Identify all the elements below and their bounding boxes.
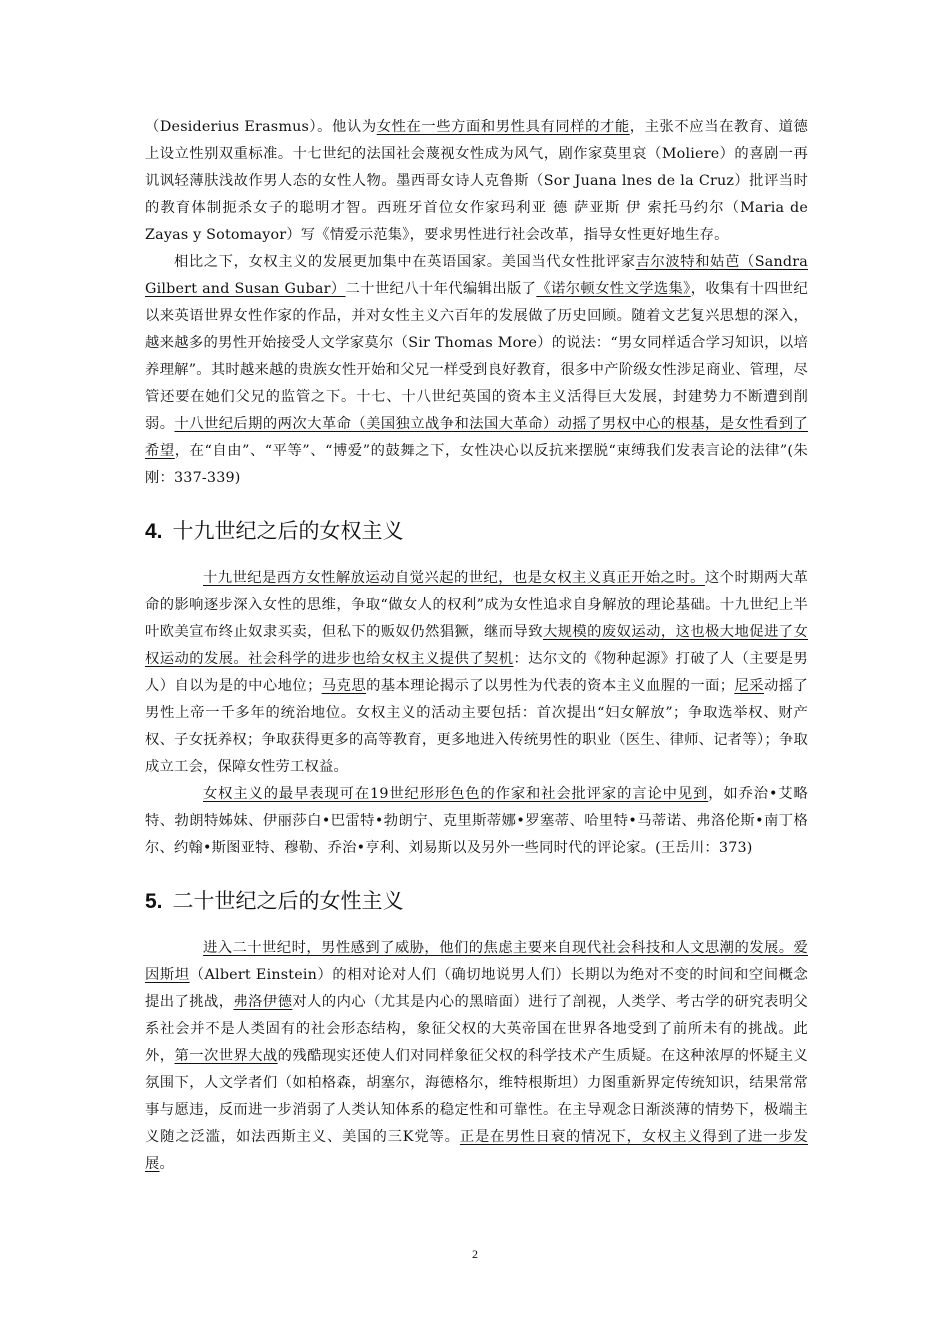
section-number: 4. xyxy=(145,520,163,543)
underlined-text: 弗洛伊德 xyxy=(233,994,293,1010)
section-heading-4 xyxy=(145,516,808,547)
section-heading-5 xyxy=(145,886,808,917)
paragraph-nineteenth-century xyxy=(145,565,808,781)
underlined-text: 大规模的废奴运动，这也极大地促进了女权运动的发展。 xyxy=(145,624,808,667)
text-run: 。 xyxy=(159,1156,174,1172)
text-run: ，如乔治•艾略特、勃朗特姊妹、伊丽莎白•巴雷特•勃朗宁、克里斯蒂娜•罗塞蒂、哈里特•马蒂诺、弗洛伦斯•南丁格尔、约翰•斯图亚特、穆勒、乔治•亨利、刘易斯以及另外一些同时代的评论家。(王岳川：373) xyxy=(145,786,808,856)
underlined-text: 第一次世界大战 xyxy=(174,1048,278,1064)
underlined-text: 爱因斯坦 xyxy=(145,940,808,983)
text-run: 相比之下，女权主义的发展更加集中在英语国家。美国当代女性批评家 xyxy=(174,254,636,270)
text-run: 的基本理论揭示了以男性为代表的资本主义血腥的一面； xyxy=(366,678,735,694)
paragraph-renaissance-europe xyxy=(145,114,808,249)
text-run: 这个时期两大革命的影响逐步深入女性的思维，争取“做女人的权利”成为女性追求自身解放的理论基础。十九世纪上半叶欧美宣布终止奴隶买卖，但私下的贩奴仍然猖獗，继而导致 xyxy=(145,570,808,640)
text-run: ，主张不应当在教育、道德上设立性别双重标准。十七世纪的法国社会蔑视女性成为风气，剧作家莫里哀（Moliere）的喜剧一再讥讽轻薄肤浅故作男人态的女性人物。墨西哥女诗人克鲁斯（Sor Juana lnes de la Cruz）批评当时的教育体制扼杀女子的聪明才智。西班牙首位女作家玛利亚 德 萨亚斯 伊 索托马约尔（Maria de Zayas y Sotomayor）写《情爱示范集》，要求男性进行社会改革，指导女性更好地生存。 xyxy=(145,119,808,243)
section-title: 十九世纪之后的女权主义 xyxy=(172,519,404,543)
text-run: 动摇了男性上帝一千多年的统治地位。女权主义的活动主要包括：首次提出“妇女解放”；争取选举权、财产权、子女抚养权；争取获得更多的高等教育，更多地进入传统男性的职业（医生、律师、记者等）；争取成立工会，保障女性劳工权益。 xyxy=(145,678,809,775)
text-run: ，收集有十四世纪以来英语世界女性作家的作品，并对女性主义六百年的发展做了历史回顾。随着文艺复兴思想的深入，越来越多的男性开始接受人文学家莫尔（Sir Thomas More）的说法：“男女同样适合学习知识，以培养理解”。其时越来越的贵族女性开始和父兄一样受到良好教育，很多中产阶级女性涉足商业、管理，尽管还要在她们父兄的监管之下。十七、十八世纪英国的资本主义活得巨大发展，封建势力不断遭到削弱。 xyxy=(145,281,808,432)
underlined-text: 进入二十世纪时，男性感到了威胁，他们的焦虑主要来自现代社会科技和人文思潮的发展。 xyxy=(203,940,794,956)
underlined-text: 马克思 xyxy=(321,678,367,694)
underlined-text: 十八世纪后期的两次大革命（美国独立战争和法国大革命）动摇了男权中心的根基，是女性看到了希望 xyxy=(145,416,808,459)
text-run: 的残酷现实还使人们对同样象征父权的科学技术产生质疑。在这种浓厚的怀疑主义氛围下，人文学者们（如柏格森，胡塞尔，海德格尔，维特根斯坦）力图重新界定传统知识，结果常常事与愿违，反而进一步消弱了人类认知体系的稳定性和可靠性。在主导观念日渐淡薄的情势下，极端主义随之泛滥，如法西斯主义、美国的三K党等。 xyxy=(145,1048,808,1145)
section-title: 二十世纪之后的女性主义 xyxy=(172,889,404,913)
page-number: 2 xyxy=(472,1247,478,1261)
paragraph-twentieth-century xyxy=(145,935,808,1178)
text-run: （Desiderius Erasmus）。他认为 xyxy=(145,119,377,135)
underlined-text: 尼采 xyxy=(734,678,765,694)
page-content xyxy=(145,114,808,1178)
underlined-text: 女权主义的最早表现可在19世纪形形色色的作家和社会批评家的言论中见到 xyxy=(203,786,709,802)
text-run: 二十世纪八十年代编辑出版了 xyxy=(345,281,537,297)
text-run: 对人的内心（尤其是内心的黑暗面）进行了剖视，人类学、考古学的研究表明父系社会并不是人类固有的社会形态结构，象征父权的大英帝国在世界各地受到了前所未有的挑战。此外， xyxy=(145,994,808,1064)
underlined-text: 吉尔波特和姑芭（Sandra Gilbert and Susan Gubar） xyxy=(145,254,808,297)
paragraph-early-expressions xyxy=(145,781,808,862)
underlined-text: 女性在一些方面和男性具有同样的才能 xyxy=(376,119,630,135)
text-run: （Albert Einstein）的相对论对人们（确切地说男人们）长期以为绝对不变的时间和空间概念提出了挑战， xyxy=(145,967,808,1010)
text-run: ，在“自由”、“平等”、“博爱”的鼓舞之下，女性决心以反抗来摆脱“束缚我们发表言论的法律”(朱刚：337-339) xyxy=(145,443,808,486)
section-number: 5. xyxy=(145,890,163,913)
paragraph-english-speaking-countries xyxy=(145,249,808,492)
text-run: ：达尔文的《物种起源》打破了人（主要是男人）自以为是的中心地位； xyxy=(145,651,808,694)
underlined-text: 十九世纪是西方女性解放运动自觉兴起的世纪，也是女权主义真正开始之时。 xyxy=(203,570,705,586)
underlined-text: 正是在男性日衰的情况下，女权主义得到了进一步发展 xyxy=(145,1129,808,1172)
underlined-text: 《诺尔顿女性文学选集》 xyxy=(536,281,691,297)
underlined-text: 社会科学的进步也给女权主义提供了契机 xyxy=(248,651,514,667)
